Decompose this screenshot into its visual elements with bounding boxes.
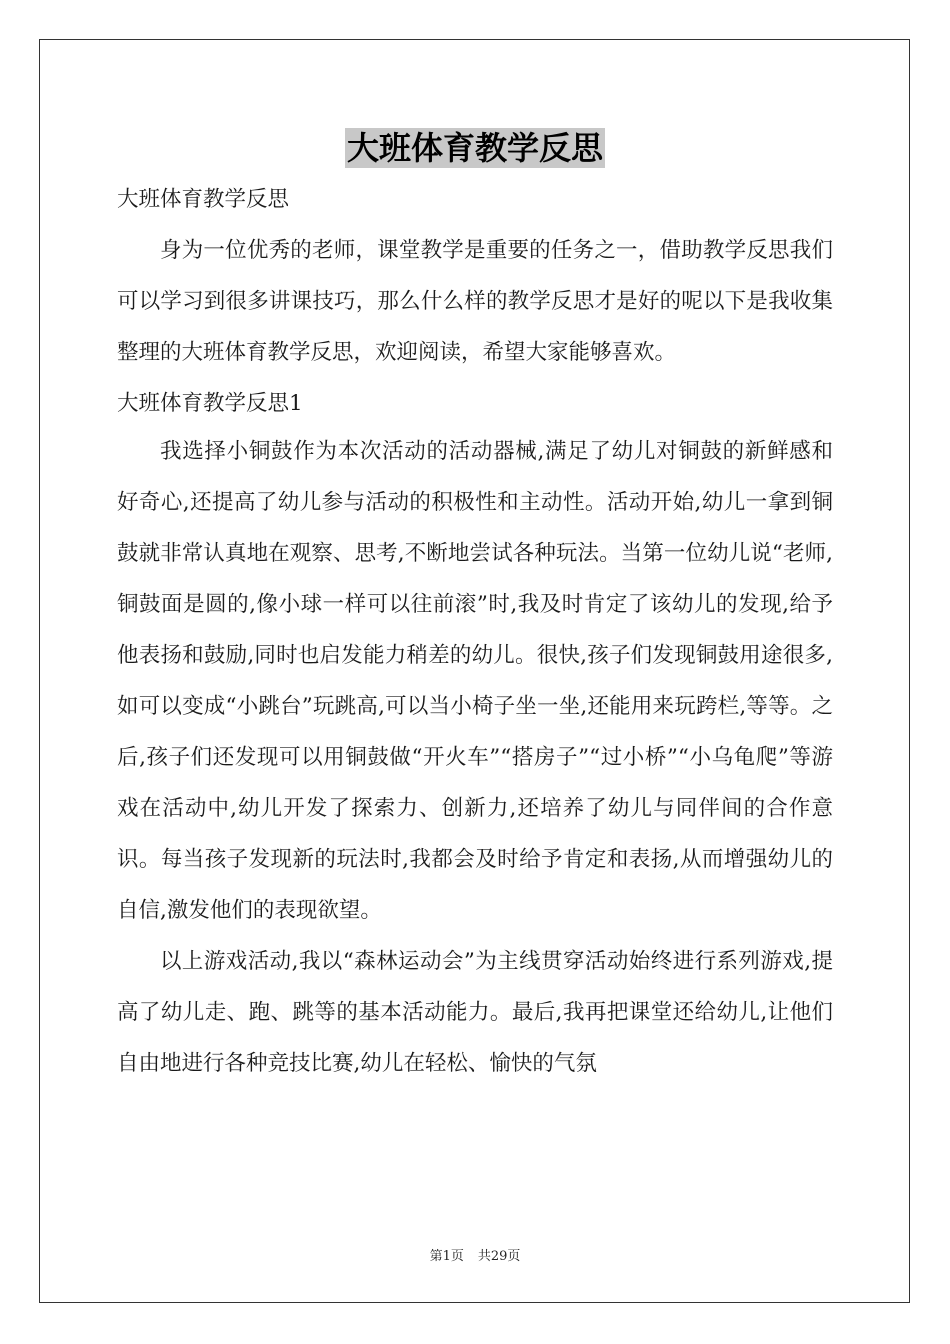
section-heading: 大班体育教学反思1 bbox=[117, 391, 303, 416]
body-paragraph: 我选择小铜鼓作为本次活动的活动器械,满足了幼儿对铜鼓的新鲜感和好奇心,还提高了幼儿参与活动的积极性和主动性。活动开始,幼儿一拿到铜鼓就非常认真地在观察、思考,不断地尝试各种玩法。当第一位幼儿说“老师,铜鼓面是圆的,像小球一样可以往前滚”时,我及时肯定了该幼儿的发现,给予他表扬和鼓励,同时也启发能力稍差的幼儿。很快,孩子们发现铜鼓用途很多,如可以变成“小跳台”玩跳高,可以当小椅子坐一坐,还能用来玩跨栏,等等。之后,孩子们还发现可以用铜鼓做“开火车”“搭房子”“过小桥”“小乌龟爬”等游戏在活动中,幼儿开发了探索力、创新力,还培养了幼儿与同伴间的合作意识。每当孩子发现新的玩法时,我都会及时给予肯定和表扬,从而增强幼儿的自信,激发他们的表现欲望。 bbox=[117, 439, 833, 923]
document-body bbox=[117, 178, 833, 1089]
document-subtitle: 大班体育教学反思 bbox=[117, 187, 290, 212]
page-number: 第1页 bbox=[429, 1249, 464, 1264]
document-title: 大班体育教学反思 bbox=[346, 129, 603, 167]
page-total: 共29页 bbox=[477, 1249, 521, 1264]
page-footer bbox=[0, 1245, 950, 1264]
intro-paragraph: 身为一位优秀的老师，课堂教学是重要的任务之一，借助教学反思我们可以学习到很多讲课技巧，那么什么样的教学反思才是好的呢以下是我收集整理的大班体育教学反思，欢迎阅读，希望大家能够喜欢。 bbox=[117, 238, 833, 365]
title-area bbox=[0, 128, 950, 168]
body-paragraph: 以上游戏活动,我以“森林运动会”为主线贯穿活动始终进行系列游戏,提高了幼儿走、跑、跳等的基本活动能力。最后,我再把课堂还给幼儿,让他们自由地进行各种竞技比赛,幼儿在轻松、愉快的气氛 bbox=[117, 949, 833, 1076]
